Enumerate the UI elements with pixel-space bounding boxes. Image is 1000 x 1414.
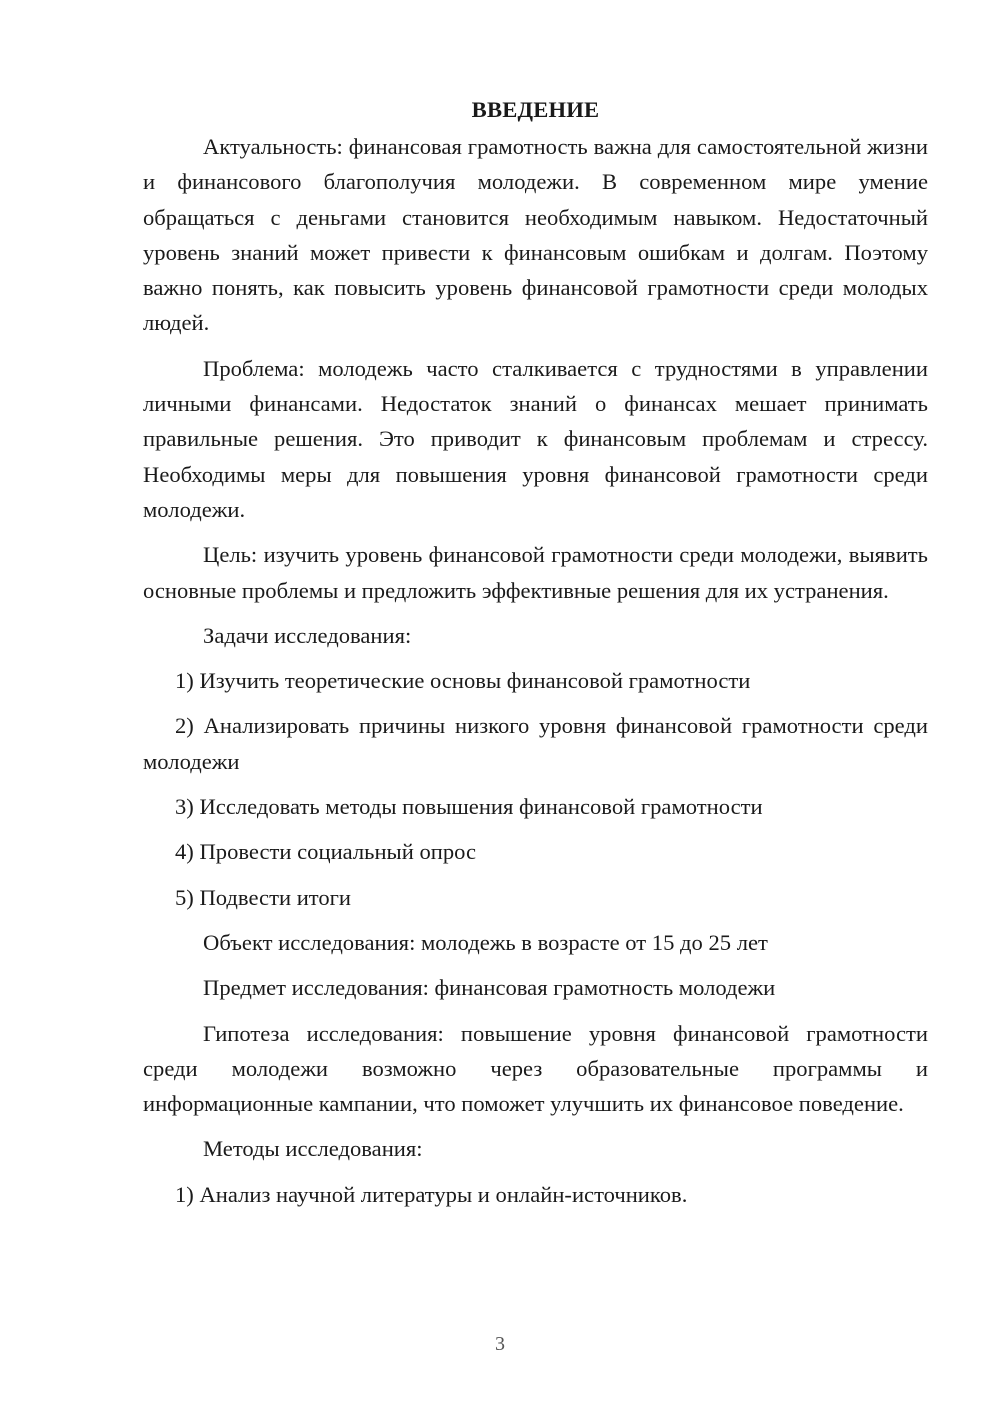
task-item-3: 3) Исследовать методы повышения финансовой грамотности: [175, 794, 763, 820]
problem-paragraph: Проблема: молодежь часто сталкивается с трудностями в управлении личными финансами. Недостаток знаний о финансах мешает принимать правильные решения. Это приводит к финансовым проблемам и стрессу. Необходимы меры для повышения уровня финансовой грамотности среди молодежи.: [143, 355, 928, 522]
document-page: [143, 92, 928, 1222]
object-line: Объект исследования: молодежь в возрасте от 15 до 25 лет: [203, 929, 768, 955]
goal-paragraph: Цель: изучить уровень финансовой грамотности среди молодежи, выявить основные проблемы и предложить эффективные решения для их устранения.: [143, 542, 928, 603]
methods-heading: Методы исследования:: [203, 1136, 423, 1162]
tasks-heading: Задачи исследования:: [203, 622, 412, 648]
relevance-paragraph: Актуальность: финансовая грамотность важна для самостоятельной жизни и финансового благополучия молодежи. В современном мире умение обращаться с деньгами становится необходимым навыком. Недостаточный уровень знаний может привести к финансовым ошибкам и долгам. Поэтому важно понять, как повысить уровень финансовой грамотности среди молодых людей.: [143, 134, 928, 336]
task-item-1: 1) Изучить теоретические основы финансовой грамотности: [175, 668, 751, 694]
task-item-5: 5) Подвести итоги: [175, 884, 352, 910]
task-item-2: 2) Анализировать причины низкого уровня финансовой грамотности среди молодежи: [143, 713, 928, 774]
section-title: ВВЕДЕНИЕ: [471, 97, 600, 122]
page-number: 3: [495, 1333, 505, 1355]
task-item-4: 4) Провести социальный опрос: [175, 839, 477, 865]
hypothesis-paragraph: Гипотеза исследования: повышение уровня финансовой грамотности среди молодежи возможно через образовательные программы и информационные кампании, что поможет улучшить их финансовое поведение.: [143, 1020, 928, 1117]
subject-line: Предмет исследования: финансовая грамотность молодежи: [203, 975, 776, 1001]
method-item-1: 1) Анализ научной литературы и онлайн-источников.: [175, 1181, 688, 1207]
